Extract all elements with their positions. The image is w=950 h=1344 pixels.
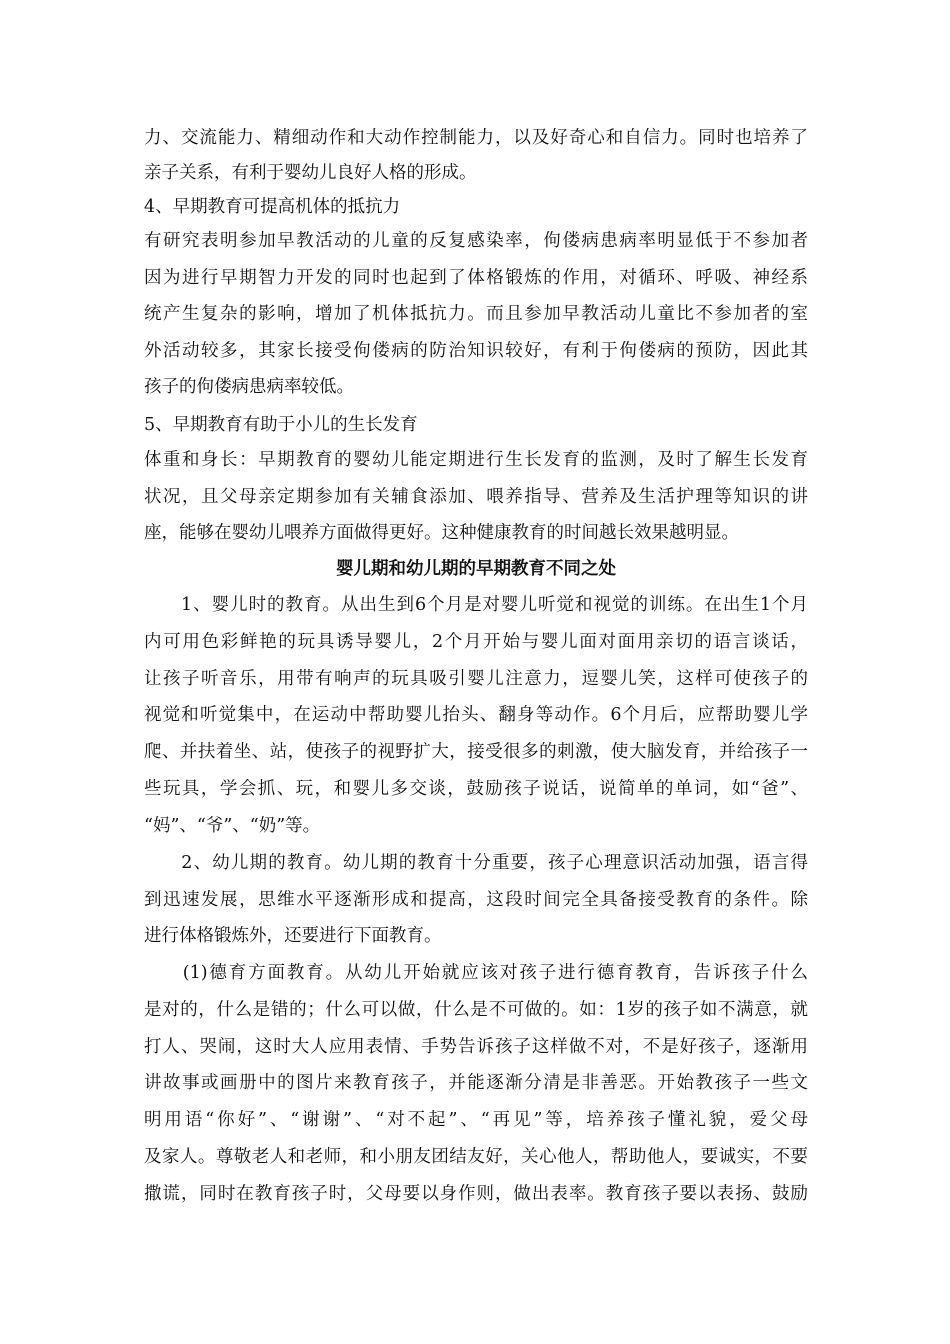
text-line: 座，能够在婴幼儿喂养方面做得更好。这种健康教育的时间越长效果越明显。 — [144, 523, 739, 543]
text-line: (1)德育方面教育。从幼儿开始就应该对孩子进行德育教育，告诉孩子什么 — [144, 963, 808, 983]
text-line: 撒谎，同时在教育孩子时，父母要以身作则，做出表率。教育孩子要以表扬、鼓励 — [144, 1184, 808, 1204]
text-line: 让孩子听音乐，用带有响声的玩具吸引婴儿注意力，逗婴儿笑，这样可使孩子的 — [144, 669, 808, 689]
text-line: 状况，且父母亲定期参加有关辅食添加、喂养指导、营养及生活护理等知识的讲 — [144, 487, 808, 507]
text-line: 讲故事或画册中的图片来教育孩子，并能逐渐分清是非善恶。开始教孩子一些文 — [144, 1073, 808, 1093]
text-line: 力、交流能力、精细动作和大动作控制能力，以及好奇心和自信力。同时也培养了 — [144, 128, 808, 148]
text-line: 内可用色彩鲜艳的玩具诱导婴儿，2个月开始与婴儿面对面用亲切的语言谈话， — [144, 632, 808, 652]
text-line: 因为进行早期智力开发的同时也起到了体格锻炼的作用，对循环、呼吸、神经系 — [144, 268, 808, 288]
text-line: 到迅速发展，思维水平逐渐形成和提高，这段时间完全具备接受教育的条件。除 — [144, 890, 808, 910]
text-line: 体重和身长：早期教育的婴幼儿能定期进行生长发育的监测，及时了解生长发育 — [144, 450, 808, 470]
text-line: 有研究表明参加早教活动的儿童的反复感染率，佝偻病患病率明显低于不参加者 — [144, 231, 808, 251]
text-line: 是对的，什么是错的；什么可以做，什么是不可做的。如：1岁的孩子如不满意，就 — [144, 1000, 808, 1020]
section-heading-4: 4、早期教育可提高机体的抵抗力 — [144, 197, 401, 217]
section-title: 婴儿期和幼儿期的早期教育不同之处 — [336, 559, 616, 579]
text-line: 明用语“你好”、“谢谢”、“对不起”、“再见”等，培养孩子懂礼貌，爱父母 — [144, 1110, 808, 1130]
text-line: 孩子的佝偻病患病率较低。 — [144, 377, 354, 397]
text-line: 些玩具，学会抓、玩，和婴儿多交谈，鼓励孩子说话，说简单的单词，如“爸”、 — [144, 779, 808, 799]
text-line: “妈”、“爷”、“奶”等。 — [144, 816, 321, 836]
text-line: 爬、并扶着坐、站，使孩子的视野扩大，接受很多的刺激，使大脑发育，并给孩子一 — [144, 742, 808, 762]
text-line: 及家人。尊敬老人和老师，和小朋友团结友好，关心他人，帮助他人，要诚实，不要 — [144, 1147, 808, 1167]
text-line: 2、幼儿期的教育。幼儿期的教育十分重要，孩子心理意识活动加强，语言得 — [144, 853, 808, 873]
text-line: 统产生复杂的影响，增加了机体抵抗力。而且参加早教活动儿童比不参加者的室 — [144, 304, 808, 324]
text-line: 视觉和听觉集中，在运动中帮助婴儿抬头、翻身等动作。6个月后，应帮助婴儿学 — [144, 705, 808, 725]
text-line: 进行体格锻炼外，还要进行下面教育。 — [144, 926, 442, 946]
text-line: 亲子关系，有利于婴幼儿良好人格的形成。 — [144, 163, 477, 183]
section-heading-5: 5、早期教育有助于小儿的生长发育 — [144, 415, 418, 435]
text-line: 1、婴儿时的教育。从出生到6个月是对婴儿听觉和视觉的训练。在出生1个月 — [144, 595, 808, 615]
text-line: 外活动较多，其家长接受佝偻病的防治知识较好，有利于佝偻病的预防，因此其 — [144, 341, 808, 361]
text-line: 打人、哭闹，这时大人应用表情、手势告诉孩子这样做不对，不是好孩子，逐渐用 — [144, 1037, 808, 1057]
